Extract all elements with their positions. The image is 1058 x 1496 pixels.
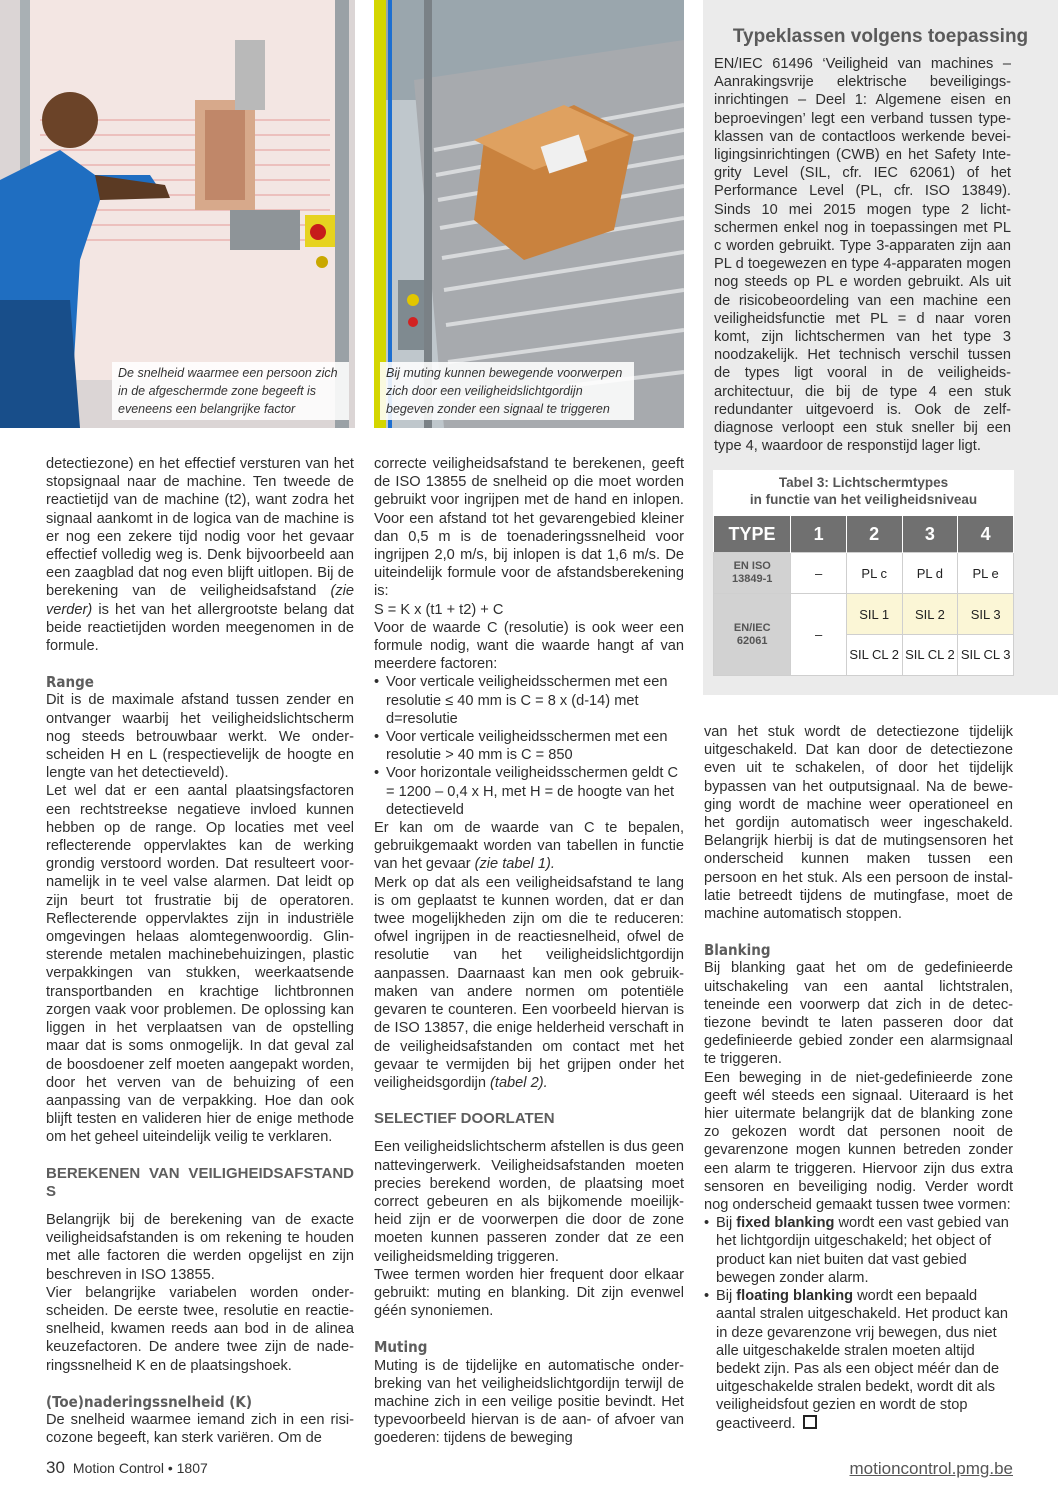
text-run: is het van het allergrootste belang dat beide reactietijden worden meegenomen in de formule. <box>46 601 354 655</box>
table-lichtschermtypes <box>713 470 1014 676</box>
formula: S = K x (t1 + t2) + C <box>374 601 504 618</box>
paragraph: correcte veiligheidsafstand te berekenen, geeft de ISO 13855 de snelheid op die moet worden gebruikt voor ingrijpen met de hand en inlopen. Voor een afstand tot het gevarengebied kleiner dan 0,5 m is de toenaderingssnelheid voor ingrijpen 2,0 m/s, bij inlopen is dat 1,6 m/s. De uiteindelijk formule voor de afstandsberekening is: <box>374 456 684 600</box>
bold-term: fixed blanking <box>736 1215 835 1232</box>
row-label-a: EN ISO <box>733 560 771 572</box>
table-header-cell: 4 <box>958 516 1014 553</box>
light-screen-table <box>713 516 1014 676</box>
row-label-b: 62061 <box>736 634 768 647</box>
table-cell: PL e <box>958 553 1014 594</box>
subheading-muting: Muting <box>374 1338 428 1357</box>
table-row <box>714 594 1014 635</box>
photo-muting-conveyor <box>374 0 684 428</box>
article-column-1 <box>46 455 354 1447</box>
text-run: detectiezone) en het effectief versturen van het stopsignaal naar de machine. Ten tweede de reactietijd van de machine (t2), want zodra het signaal aankomt in de logica van de machine is er nog een zekere tijd nodig voor het gevaar effectief volledig weg is. Denk bijvoorbeeld aan een zaagblad dat nog even blijft uitlopen. Bij de berekening van de veiligheidsafstand <box>46 456 354 600</box>
text-run: Bij <box>716 1288 733 1305</box>
paragraph: Belangrijk bij de berekening van de exacte veiligheidsafstanden is om rekening te houden met alle factoren die werden opgelijst en zijn beschreven in ISO 13855. <box>46 1211 354 1283</box>
table-cell: SIL 3 <box>958 594 1014 635</box>
table-cell: SIL 2 <box>902 594 958 635</box>
paragraph <box>374 874 684 1092</box>
photo-operator-machine <box>0 0 355 428</box>
italic-ref: (zie tabel 1). <box>474 856 555 873</box>
table-header-cell: 3 <box>902 516 958 553</box>
row-label-b: 13849-1 <box>732 573 773 585</box>
text-run: wordt een vast gebied van het lichtgordijn uitgeschakeld; het object of product kan niet buiten dat vast gebied bewegen zonder alarm. <box>716 1215 1009 1286</box>
sidebar-paragraph: EN/IEC 61496 ‘Veiligheid van machines – Aanrakingsvrije elektrische beveiligingsinrichtingen – Deel 1: Algemene eisen en beproevingen’ legt een verband tussen typeklassen van de contactloos werkende beveiligingsinrichtingen (CWB) en het Safety Integrity Level (SIL, cfr. IEC 62061) of het Performance Level (PL, cfr. ISO 13849). Sinds 10 mei 2015 mogen type 2 lichtschermen enkel nog in toepassingen met PL c worden gebruikt. Type 3-apparaten zijn aan PL d toegewezen en type 4-apparaten mogen nog steeds op PL e worden gebruikt. Als uit de risicobeoordeling van een machine een veiligheidsfunctie met PL = d naar voren komt, zijn lichtschermen van het type 3 noodzakelijk. Het technisch verschil tussen de types ligt vooral in de veiligheidsarchitectuur, die bij de type 4 een stuk redundanter uitgevoerd is. Ook de zelfdiagnose verloopt een stuk sneller bij een type 4, waardoor de responstijd lager ligt. <box>714 56 1011 455</box>
table-row-label <box>714 594 791 676</box>
bullet-list <box>374 673 684 819</box>
table-row-label <box>714 553 791 594</box>
sidebar-typeklassen <box>703 0 1058 695</box>
paragraph: Dit is de maximale afstand tussen zender en ontvanger waarbij het veiligheidslichtscherm nog steeds betrouwbaar werkt. We onderscheiden H en L (respectievelijk de hoogte en lengte van het detectieveld). <box>46 692 354 782</box>
paragraph <box>374 819 684 874</box>
footer-page-info <box>46 1458 208 1478</box>
table-cell: – <box>791 553 846 594</box>
table-title-line1: Tabel 3: Lichtschermtypes <box>778 475 949 490</box>
list-item: • Voor horizontale veiligheidsschermen geldt C = 1200 – 0,4 x H, met H = de hoogte van het detectieveld <box>374 764 684 819</box>
magazine-issue: Motion Control • 1807 <box>72 1460 208 1476</box>
paragraph: De snelheid waarmee iemand zich in een risicozone begeeft, kan sterk variëren. Om de <box>46 1411 354 1447</box>
page-number: 30 <box>46 1458 65 1477</box>
footer-url-link[interactable]: motioncontrol.pmg.be <box>849 1459 1013 1478</box>
table-cell: PL c <box>846 553 902 594</box>
sidebar-title: Typeklassen volgens toepassing <box>732 26 1029 47</box>
row-label-a: EN/IEC <box>733 621 771 634</box>
subheading-toenaderingssnelheid: (Toe)naderingssnelheid (K) <box>46 1392 253 1411</box>
table-header-cell: TYPE <box>714 516 791 553</box>
paragraph: Muting is de tijdelijke en automatische onderbreking van het veiligheidslichtgordijn terwijl de machine zich in een veilige positie bevindt. Het typevoorbeeld hiervan is de aan- of afvoer van goederen: tijdens de beweging <box>374 1357 684 1447</box>
list-item: • Voor verticale veiligheidsschermen met een resolutie ≤ 40 mm is C = 8 x (d-14) met d=resolutie <box>374 673 684 728</box>
table-cell: SIL CL 2 <box>846 635 902 676</box>
table-row <box>714 553 1014 594</box>
paragraph: Vier belangrijke variabelen worden onderscheiden. De eerste twee, resolutie en reactiesnelheid, kwamen reeds aan bod in de alinea keuzefactoren. De andere twee zijn de naderingssnelheid K en de plaatsingshoek. <box>46 1284 354 1374</box>
paragraph: Twee termen worden hier frequent door elkaar gebruikt: muting en blanking. Dit zijn evenwel géén synoniemen. <box>374 1266 684 1320</box>
bold-term: floating blanking <box>736 1288 854 1305</box>
section-heading-selectief: SELECTIEF DOORLATEN <box>374 1110 555 1128</box>
paragraph: Een beweging in de niet-gedefinieerde zone geeft wél steeds een signaal. Uiteraard is het hier uitermate belangrijk dat de blanking zone zo gekozen wordt dat personen nooit de gevarenzone mogen kunnen betreden zonder een alarm te triggeren. Hiervoor zijn dus extra sensoren en beveiliging nodig. Verder wordt nog onderscheid gemaakt tussen twee vormen: <box>704 1069 1013 1214</box>
photo-caption-left: De snelheid waarmee een persoon zich in de afgeschermde zone begeeft is eveneens een belangrijke factor <box>112 362 349 420</box>
text-run: Bij <box>716 1215 733 1232</box>
table-cell: PL d <box>902 553 958 594</box>
table-title-line2: in functie van het veiligheidsniveau <box>749 492 978 507</box>
table-cell: SIL CL 3 <box>958 635 1014 676</box>
paragraph: van het stuk wordt de detectiezone tijdelijk uitgeschakeld. Dat kan door de detectiezone even uit te schakelen, of door het tijdelijk bypassen van het outputsignaal. Na de beweging wordt de machine weer operationeel en het gordijn automatisch weer ingeschakeld. Belangrijk hierbij is dat de mutingsensoren het onderscheid kunnen maken tussen een persoon en het stuk. Als een persoon de installatie betreedt tijdens de mutingfase, moet de machine automatisch stoppen. <box>704 724 1013 923</box>
bullet-list <box>704 1214 1013 1432</box>
list-item: • Voor verticale veiligheidsschermen met een resolutie > 40 mm is C = 850 <box>374 728 684 764</box>
article-column-2 <box>374 455 684 1448</box>
table-header-cell: 1 <box>791 516 846 553</box>
paragraph: Voor de waarde C (resolutie) is ook weer een formule nodig, want die waarde hangt af van meerdere factoren: <box>374 619 684 673</box>
list-item <box>704 1287 1013 1433</box>
text-run: wordt een bepaald aantal stralen uitgeschakeld. Het product kan in deze gevarenzone vrij bewegen, dus niet alle uitgeschakelde stralen moeten altijd bedekt zijn. Pas als een object méér dan de uitgeschakelde stralen bedekt, wordt dit als veiligheidsfout gezien en wordt de stop geactiveerd. <box>716 1288 1009 1432</box>
paragraph: Bij blanking gaat het om de gedefinieerde uitschakeling van een aantal lichtstralen, teneinde een voorwerp dat zich in de detectiezone bevindt te laten passeren door dat gedefinieerde gebied zonder een alarmsignaal te triggeren. <box>704 960 1013 1068</box>
table-cell: – <box>791 594 846 676</box>
table-cell: SIL 1 <box>846 594 902 635</box>
table-cell: SIL CL 2 <box>902 635 958 676</box>
list-item <box>704 1214 1013 1287</box>
text-run: Merk op dat als een veiligheidsafstand te lang is om geplaatst te kunnen worden, dat er dan twee mogelijkheden zijn om die te reduceren: ofwel ingrijpen in de reactiesnelheid, ofwel de resolutie van het veiligheidslichtgordijn aanpassen. Daarnaast kan men ook gebruikmaken van andere normen om potentiële gevaren te counteren. Een voorbeeld hiervan is de ISO 13857, die enige helderheid verschaft in de veiligheidsafstanden om contact met het gevaar te vermijden bij het grijpen onder het veiligheidsgordijn <box>374 874 684 1091</box>
article-column-3 <box>704 723 1013 1433</box>
paragraph: Een veiligheidslichtscherm afstellen is dus geen nattevingerwerk. Veiligheidsafstanden moeten precies berekend worden, de plaatsing moet correct gebeuren en als bijkomende moeilijkheid zijn er de voorwerpen die door de zone moeten kunnen passeren zonder dat ze een veiligheidsmelding triggeren. <box>374 1139 684 1265</box>
table-title <box>713 470 1014 516</box>
subheading-blanking: Blanking <box>704 941 771 960</box>
table-header-row <box>714 516 1014 553</box>
table-header-cell: 2 <box>846 516 902 553</box>
sidebar-body <box>714 55 1011 455</box>
italic-ref: (tabel 2). <box>490 1074 548 1091</box>
italic-ref: (zie verder) <box>46 583 354 618</box>
text-run: Er kan om de waarde van C te bepalen, gebruikgemaakt worden van tabellen in functie van het gevaar <box>374 820 684 873</box>
paragraph <box>46 455 354 655</box>
paragraph: Let wel dat er een aantal plaatsingsfactoren een rechtstreekse negatieve invloed kunnen hebben op de range. Op locaties met veel reflecterende oppervlaktes kan de werking grondig verstoord worden. Dat resulteert voornamelijk in te veel valse alarmen. Dat leidt op zijn beurt tot frustratie bij de operatoren. Reflecterende oppervlaktes zijn in industriële omgevingen helaas alomtegenwoordig. Glinsterende metalen machinebehuizingen, plastic verpakkingen van stukken, weerkaatsende transportbanden en krachtige lichtbronnen zorgen vaak voor problemen. De oplossing kan liggen in het verplaatsen van de opstelling maar dat is soms onmogelijk. In dat geval zal de boosdoener zelf moeten aangepakt worden, door het verven van de behuizing of een aanpassing van de verpakking. Hoe dan ook blijft testen en valideren hier de enige methode om het geheel uiteindelijk veilig te verklaren. <box>46 783 354 1146</box>
section-heading-veiligheidsafstand: BEREKENEN VAN VEILIGHEIDSAFSTAND S <box>46 1164 354 1200</box>
subheading-range: Range <box>46 673 94 692</box>
end-of-article-square-icon <box>803 1415 817 1429</box>
photo-caption-right: Bij muting kunnen bewegende voorwerpen zich door een veiligheidslichtgordijn begeven zonder een signaal te triggeren <box>380 362 634 420</box>
